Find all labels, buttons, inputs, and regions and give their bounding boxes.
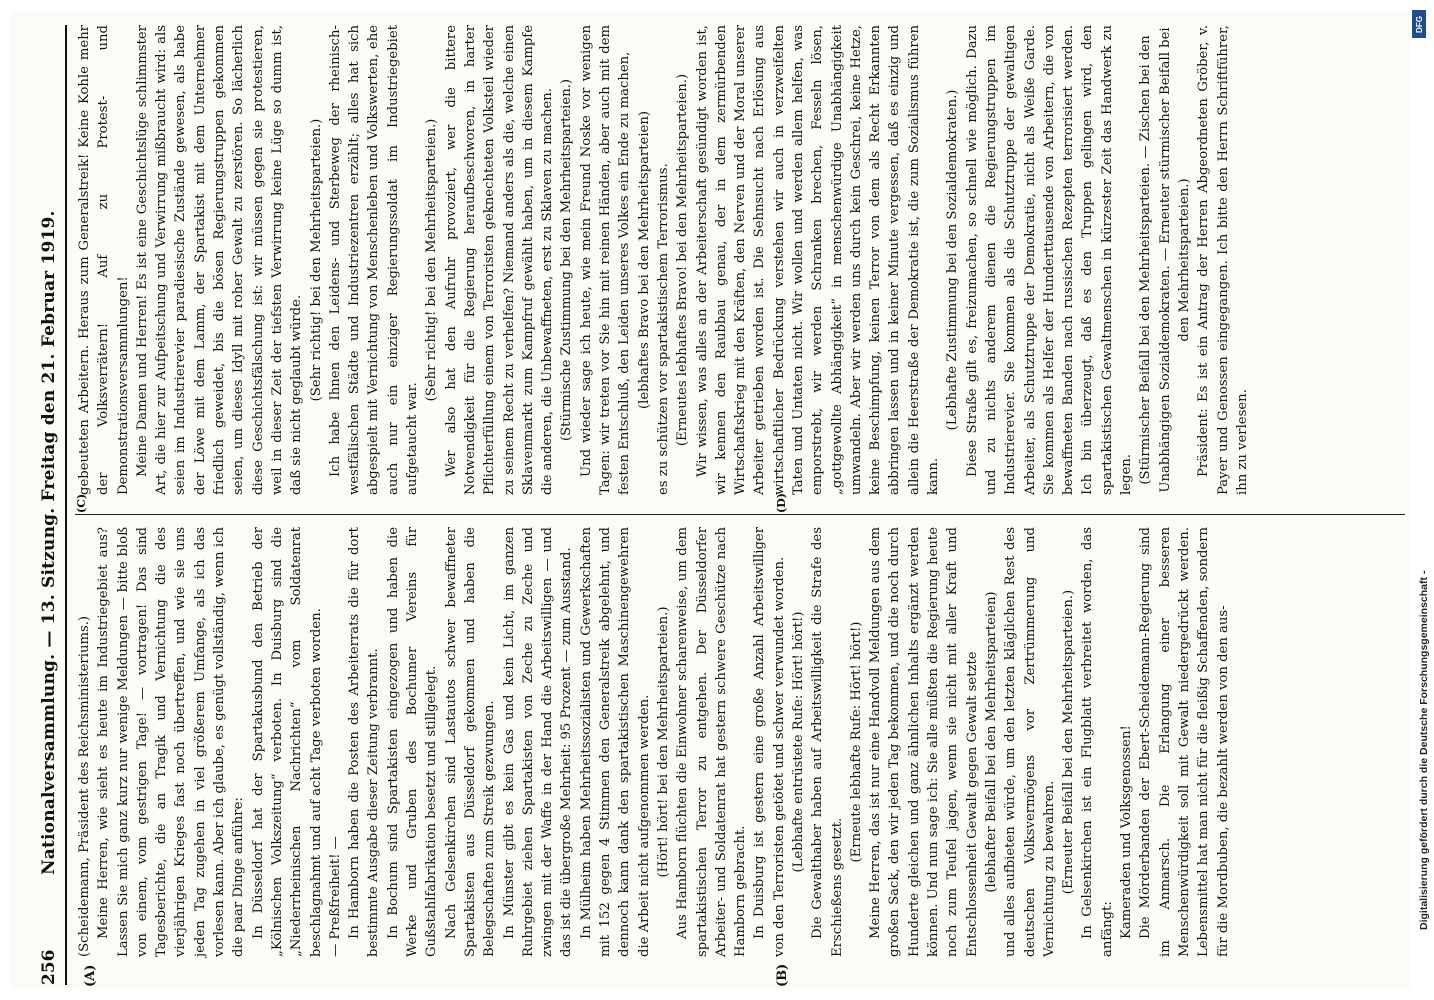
left-column bbox=[75, 527, 1233, 957]
quote-paragraph: Die Mörderbanden der Ebert-Scheidemann-Regierung sind im Anmarsch. Die Erlangung einer besseren Menschenwürdigkeit soll mit Gewalt niedergedrückt werden. Lebensmittel hat man nicht für die fleißig Schaffenden, sondern für die Mordbuben, die bezahlt werden von den aus- bbox=[1138, 527, 1231, 957]
running-header bbox=[35, 25, 67, 985]
paragraph: In Mülheim haben Mehrheitssozialisten und Gewerkschaften mit 152 gegen 4 Stimmen den Generalstreik abgelehnt, und dennoch kann dank den spartakistischen Maschinengewehren die Arbeit nicht aufgenommen werden. bbox=[578, 527, 652, 957]
margin-marker-c: (C) bbox=[75, 493, 88, 513]
page-content bbox=[35, 25, 1405, 985]
paragraph: Meine Damen und Herren! Es ist eine Geschichtslüge schlimmster Art, die hier zur Aufpeitschung und Verwirrung mißbraucht wird: als seien im Industrierevier paradiesische Zustände gewesen, als habe der Löwe mit dem Lamm, der Spartakist mit dem Unternehmer friedlich geweidet, bis die bösen Regierungstruppen gekommen seien, um dieses Idyll mit roher Gewalt zu zerstören. So lächerlich diese Geschichtsfälschung ist: wir müssen gegen sie protestieren, weil in dieser Zeit der tiefsten Verwirrung keine Lüge so dumm ist, daß sie nicht geglaubt würde. bbox=[134, 25, 305, 495]
interjection: (Erneuter Beifall bei den Mehrheitsparteien.) bbox=[1061, 589, 1077, 895]
paragraph: Die Gewalthaber haben auf Arbeitswilligkeit die Strafe des Erschießens gesetzt. bbox=[810, 527, 845, 957]
margin-marker-d: (D) bbox=[775, 493, 788, 513]
interjection: (Lebhafte entrüstete Rufe: Hört! hört!) bbox=[790, 611, 806, 873]
interjection: (Stürmischer Beifall bei den Mehrheitsparteien. — Zischen bei den Unabhängigen Sozialdemokraten. — Erneuter stürmischer Beifall bei den Mehrheitsparteien.) bbox=[1138, 27, 1192, 493]
page-number: 256 bbox=[39, 949, 59, 985]
interjection: (Sehr richtig! bei den Mehrheitsparteien.) bbox=[424, 118, 440, 402]
paragraph: In Duisburg ist gestern eine große Anzahl Arbeitswilliger von den Terroristen getötet und schwer verwundet worden. bbox=[752, 527, 787, 957]
paragraph: Präsident: Es ist ein Antrag der Herren Abgeordneten Gröber, v. Payer und Genossen eingegangen. Ich bitte den Herrn Schriftführer, ihn zu verlesen. bbox=[1196, 25, 1250, 495]
paragraph: Wir wissen, was alles an der Arbeiterschaft gesündigt worden ist, wir kennen den Raubbau genau, der in dem zermürbenden Wirtschaftskrieg mit den Kräften, den Nerven und der Moral unserer Arbeiter getrieben worden ist. Die Sehnsucht nach Erlösung aus wirtschaftlicher Bedrückung verstehen wir auch in verzweifelten Taten und Untaten nicht. Wir wollen und werden allem helfen, was emporstrebt, wir werden Schranken brechen, Fesseln lösen, „gottgewollte Abhängigkeit“ in menschenwürdige Unabhängigkeit umwandeln. Aber wir werden uns durch kein Geschrei, keine Hetze, keine Beschimpfung, keinen Terror von dem als Recht Erkannten abbringen lassen und in keiner Minute vergessen, daß es einzig und allein die Heerstraße der Demokratie ist, die zum Sozialismus führen kann. bbox=[694, 25, 942, 495]
interjection: (lebhafter Beifall bei den Mehrheitsparteien) bbox=[983, 591, 999, 893]
paragraph: Wer also hat den Aufruhr provoziert, wer die bittere Notwendigkeit für die Regierung heraufbeschworen, in harter Pflichterfüllung einem von Terroristen geknechteten Volksteil wieder zu seinem Recht zu verhelfen? Niemand anders als die, welche einen Sklavenmarkt zum Kampfruf gewählt haben, um in diesem Kampfe die anderen, die Unbewaffneten, erst zu Sklaven zu machen. bbox=[443, 25, 556, 495]
paragraph: und alles aufbieten würde, um den letzten kläglichen Rest des deutschen Volksvermögens vor Zertrümmerung und Vernichtung zu bewahren. bbox=[1003, 527, 1057, 957]
digitization-note: Digitalisierung gefördert durch die Deutsche Forschungsgemeinschaft - bbox=[1418, 570, 1430, 930]
paragraph: In Hamborn haben die Posten des Arbeiterrats die für dort bestimmte Ausgabe dieser Zeitung verbrannt. bbox=[347, 527, 382, 957]
interjection: (Stürmische Zustimmung bei den Mehrheitsparteien.) bbox=[559, 78, 575, 442]
paragraph: In Münster gibt es kein Gas und kein Licht, im ganzen Ruhrgebiet ziehen Spartakisten von Zeche zu Zeche und zwingen mit der Waffe in der Hand die Arbeitswilligen — und das ist die übergroße Mehrheit: 95 Prozent — zum Ausstand. bbox=[501, 527, 575, 957]
paragraph: In Gelsenkirchen ist ein Flugblatt verbreitet worden, das anfängt: bbox=[1080, 527, 1115, 957]
interjection: (Erneute lebhafte Rufe: Hört! hört!) bbox=[848, 621, 864, 863]
margin-marker-b: (B) bbox=[775, 963, 790, 987]
paragraph: Diese Straße gilt es, freizumachen, so schnell wie möglich. Dazu und zu nichts anderem dienen die Regierungstruppen im Industrierevier. Sie kommen als die Schutztruppe der gewaltigen Arbeiter, als Schutztruppe der Demokratie, nicht als Weiße Garde. Sie kommen als Helfer der Hunderttausende von Arbeitern, die von bewaffneten Banden nach russischen Rezepten terrorisiert werden. Ich bin überzeugt, daß es den Truppen gelingen wird, den spartakistischen Gewaltmenschen in kürzester Zeit das Handwerk zu legen. bbox=[964, 25, 1135, 495]
interjection: (Lebhafte Zustimmung bei den Sozialdemokraten.) bbox=[945, 89, 961, 431]
header-title: Nationalversammlung. — 13. Sitzung. Freitag den 21. Februar 1919. bbox=[39, 210, 59, 875]
interjection: (lebhaftes Bravo bei den Mehrheitsparteien) bbox=[636, 111, 652, 409]
paragraph: In Bochum sind Spartakisten eingezogen und haben die Werke und Gruben des Bochumer Vereins für Gußstahlfabrikation besetzt und stillgelegt. bbox=[385, 527, 440, 957]
interjection: (Hört! hört! bei den Mehrheitsparteien.) bbox=[655, 606, 671, 878]
right-column bbox=[75, 25, 1252, 495]
paragraph: — Preßfreiheit! — bbox=[327, 836, 343, 957]
margin-marker-a: (A) bbox=[83, 964, 98, 987]
paragraph: In Düsseldorf hat der Spartakusbund den Betrieb der „Kölnischen Volkszeitung“ verboten. In Duisburg sind die „Niederrheinischen Nachrichten“ vom Soldatenrat beschlagnahmt und auf acht Tage verboten worden. bbox=[250, 527, 324, 957]
dfg-logo: DFG bbox=[1412, 10, 1426, 38]
interjection: (Sehr richtig! bei den Mehrheitsparteien.) bbox=[308, 118, 324, 402]
paragraph: Meine Herren, wie sieht es heute im Industriegebiet aus? Lassen Sie mich ganz kurz nur wenige Meldungen — bitte bloß von einem, vom gestrigen Tage! — vortragen! Das sind Tagesberichte, die an Tragik und Vernichtung die des vierjährigen Krieges fast noch übertreffen, und wie sie uns jeden Tag zugehen in viel größerem Umfange, als ich das vorlesen kann. Aber ich glaube, es genügt vollständig, wenn ich die paar Dinge anführe: bbox=[96, 527, 247, 957]
quote-line: Kameraden und Volksgenossen! bbox=[1119, 725, 1135, 939]
paragraph: Nach Gelsenkirchen sind Lastautos schwer bewaffneter Spartakisten aus Düsseldorf gekommen und haben die Belegschaften zum Streik gezwungen. bbox=[443, 527, 498, 957]
scanned-page bbox=[10, 10, 1410, 990]
interjection: (Erneutes lebhaftes Bravo! bei den Mehrheitsparteien.) bbox=[675, 73, 691, 447]
speaker-line: (Scheidemann, Präsident des Reichsministeriums.) bbox=[77, 615, 92, 957]
paragraph: es zu schützen vor spartakistischem Terrorismus. bbox=[655, 163, 671, 495]
column-divider bbox=[75, 514, 1405, 515]
paragraph: Meine Herren, das ist nur eine Handvoll Meldungen aus dem großen Sack, den wir jeden Tag bekommen, und die noch durch Hunderte gleichen und ganz ähnlichen Inhalts ergänzt werden können. Und nun sage ich: Sie alle müßten die Regierung heute noch zum Teufel jagen, wenn sie nicht mit aller Kraft und Entschlossenheit Gewalt gegen Gewalt setzte bbox=[868, 527, 980, 957]
paragraph: gebeuteten Arbeitern. Heraus zum Generalstreik! Keine Kohle mehr der Volksverrätern! Auf zu Protest- und Demonstrationsversammlungen! bbox=[77, 25, 131, 495]
paragraph: Und wieder sage ich heute, wie mein Freund Noske vor wenigen Tagen: wir treten vor Sie hin mit reinen Händen, aber auch mit dem festen Entschluß, den Leiden unseres Volkes ein Ende zu machen, bbox=[578, 25, 633, 495]
paragraph: Ich habe Ihnen den Leidens- und Sterbeweg der rheinisch-westfälischen Städte und Industriezentren erzählt; alles hat sich abgespielt mit Vernichtung von Menschenleben und Volkswerten, ehe auch nur ein einziger Regierungssoldat im Industriegebiet aufgetaucht war. bbox=[327, 25, 421, 495]
paragraph: Aus Hamborn flüchten die Einwohner scharenweise, um dem spartakistischen Terror zu entgehen. Der Düsseldorfer Arbeiter- und Soldatenrat hat gestern schwere Geschütze nach Hamborn gebracht. bbox=[675, 527, 749, 957]
